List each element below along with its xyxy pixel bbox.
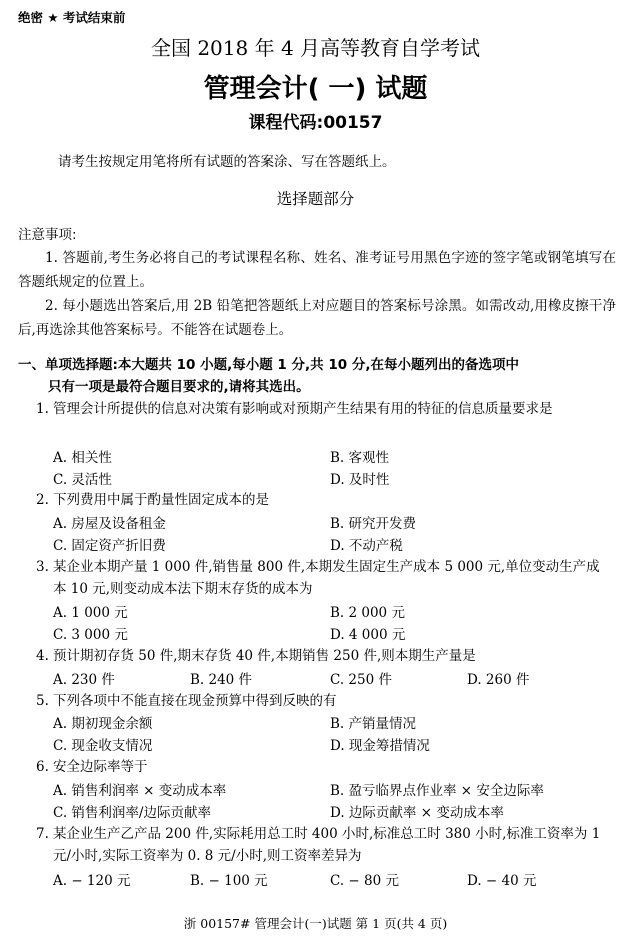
question-stem (36, 489, 606, 511)
question-number: 2. (36, 492, 49, 508)
notes-heading: 注意事项: (18, 227, 77, 243)
question-stem (36, 756, 606, 778)
option-b: B. 2 000 元 (330, 605, 405, 621)
question-text: 下列费用中属于酌量性固定成本的是 (53, 492, 269, 508)
option-a: A. 销售利润率 × 变动成本率 (53, 783, 227, 799)
part-heading (18, 354, 618, 398)
part-heading-line1: 一、单项选择题:本大题共 10 小题,每小题 1 分,共 10 分,在每小题列出的备选项中 (18, 357, 519, 373)
question-number: 1. (36, 401, 49, 417)
question-text: 某企业本期产量 1 000 件,销售量 800 件,本期发生固定生产成本 5 000 元,单位变动生产成本 10 元,则变动成本法下期末存货的成本为 (53, 559, 600, 597)
option-d: D. 4 000 元 (330, 627, 406, 643)
exam-title: 全国 2018 年 4 月高等教育自学考试 (150, 36, 481, 60)
confidential-label: 绝密 ★ 考试结束前 (18, 10, 126, 25)
option-d: D. 边际贡献率 × 变动成本率 (330, 805, 504, 821)
option-d: D. 260 件 (467, 672, 530, 688)
option-a: A. 1 000 元 (53, 605, 128, 621)
question-number: 7. (36, 826, 49, 842)
question-stem (36, 823, 606, 867)
option-d: D. 不动产税 (330, 538, 403, 554)
option-b: B. 研究开发费 (330, 516, 417, 532)
option-a: A. − 120 元 (53, 873, 131, 889)
option-c: C. 固定资产折旧费 (53, 538, 166, 554)
course-code: 课程代码:00157 (248, 113, 383, 133)
question-number: 4. (36, 648, 49, 664)
question-text: 管理会计所提供的信息对决策有影响或对预期产生结果有用的特征的信息质量要求是 (53, 401, 553, 417)
question-text: 预计期初存货 50 件,期末存货 40 件,本期销售 250 件,则本期生产量是 (53, 648, 476, 664)
question-stem (36, 690, 606, 712)
section-title: 选择题部分 (276, 190, 355, 208)
option-a: A. 期初现金余额 (53, 716, 153, 732)
option-b: B. 盈亏临界点作业率 × 安全边际率 (330, 783, 544, 799)
option-c: C. 250 件 (330, 672, 392, 688)
option-a: A. 230 件 (53, 672, 115, 688)
option-a: A. 房屋及设备租金 (53, 516, 166, 532)
option-c: C. − 80 元 (330, 873, 400, 889)
option-a: A. 相关性 (53, 450, 112, 466)
option-b: B. 产销量情况 (330, 716, 417, 732)
option-d: D. 现金筹措情况 (330, 738, 430, 754)
option-b: B. 客观性 (330, 450, 390, 466)
question-stem (36, 645, 606, 667)
option-d: D. − 40 元 (467, 873, 537, 889)
question-stem (36, 398, 606, 420)
note-item: 1. 答题前,考生务必将自己的考试课程名称、姓名、准考证号用黑色字迹的签字笔或钢笔填写在答题纸规定的位置上。 (18, 250, 616, 290)
part-heading-line2: 只有一项是最符合题目要求的,请将其选出。 (48, 379, 310, 395)
option-b: B. 240 件 (190, 672, 253, 688)
subject-title: 管理会计( 一) 试题 (203, 74, 428, 104)
question-text: 下列各项中不能直接在现金预算中得到反映的有 (53, 693, 337, 709)
question-number: 5. (36, 693, 49, 709)
page-footer: 浙 00157# 管理会计(一)试题 第 1 页(共 4 页) (183, 916, 448, 931)
note-item: 2. 每小题选出答案后,用 2B 铅笔把答题纸上对应题目的答案标号涂黑。如需改动,用橡皮擦干净后,再选涂其他答案标号。不能答在试题卷上。 (18, 298, 616, 338)
question-stem (36, 556, 606, 600)
option-c: C. 销售利润率/边际贡献率 (53, 805, 211, 821)
question-text: 安全边际率等于 (53, 759, 148, 775)
instruction-text: 请考生按规定用笔将所有试题的答案涂、写在答题纸上。 (58, 154, 396, 170)
option-c: C. 现金收支情况 (53, 738, 153, 754)
option-b: B. − 100 元 (190, 873, 268, 889)
option-c: C. 灵活性 (53, 472, 112, 488)
option-c: C. 3 000 元 (53, 627, 128, 643)
question-number: 3. (36, 559, 49, 575)
option-d: D. 及时性 (330, 472, 390, 488)
question-number: 6. (36, 759, 49, 775)
question-text: 某企业生产乙产品 200 件,实际耗用总工时 400 小时,标准总工时 380 小时,标准工资率为 1 元/小时,实际工资率为 0. 8 元/小时,则工资率差异为 (53, 826, 601, 864)
